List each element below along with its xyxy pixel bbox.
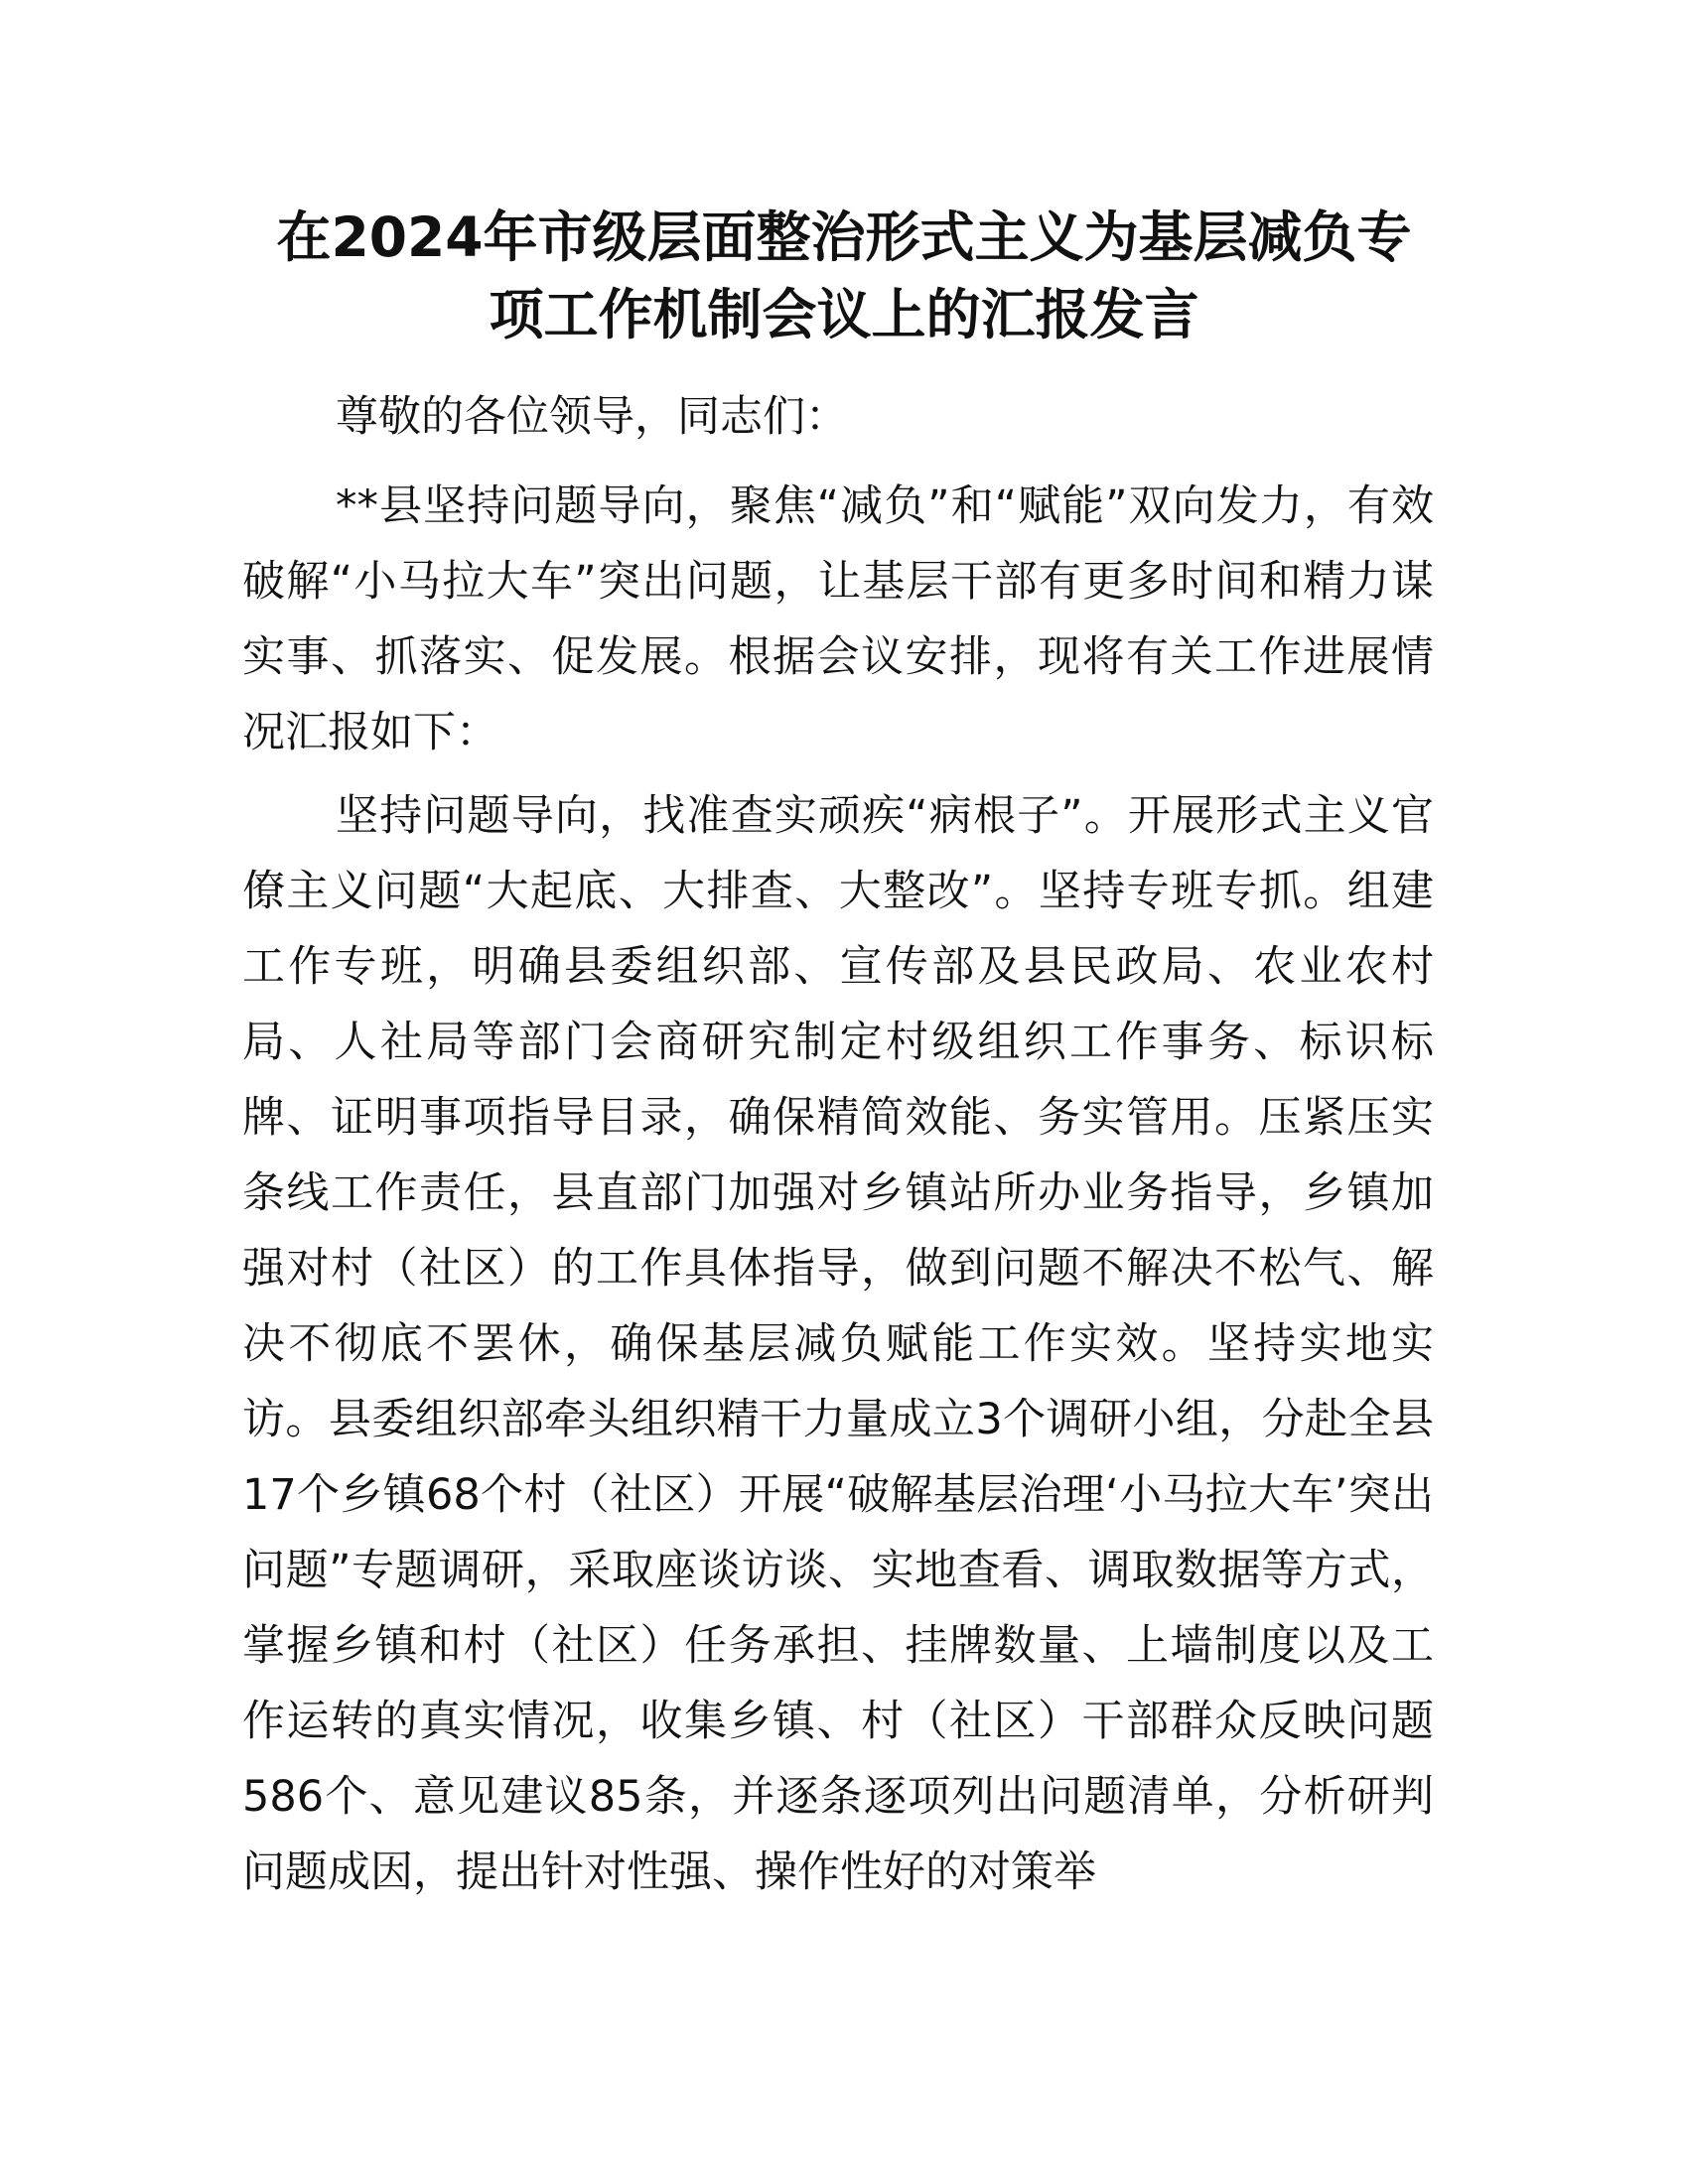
paragraph-problem-orientation: 坚持问题导向，找准查实顽疾“病根子”。开展形式主义官僚主义问题“大起底、大排查、大整改”。坚持专班专抓。组建工作专班，明确县委组织部、宣传部及县民政局、农业农村局、人社局等部门会商研究制定村级组织工作事务、标识标牌、证明事项指导目录，确保精简效能、务实管用。压紧压实条线工作责任，县直部门加强对乡镇站所办业务指导，乡镇加强对村（社区）的工作具体指导，做到问题不解决不松气、解决不彻底不罢休，确保基层减负赋能工作实效。坚持实地实访。县委组织部牵头组织精干力量成立3个调研小组，分赴全县17个乡镇68个村（社区）开展“破解基层治理‘小马拉大车’突出问题”专题调研，采取座谈访谈、实地查看、调取数据等方式，掌握乡镇和村（社区）任务承担、挂牌数量、上墙制度以及工作运转的真实情况，收集乡镇、村（社区）干部群众反映问题586个、意见建议85条，并逐条逐项列出问题清单，分析研判问题成因，提出针对性强、操作性好的对策举 [242,791,1434,1897]
paragraph-intro: **县坚持问题导向，聚焦“减负”和“赋能”双向发力，有效破解“小马拉大车”突出问题，让基层干部有更多时间和精力谋实事、抓落实、促发展。根据会议安排，现将有关工作进展情况汇报如下： [242,481,1434,757]
title-line-1: 在2024年市级层面整治形式主义为基层减负专 [276,205,1412,269]
document-body [242,379,1434,1910]
document-title [236,199,1452,353]
title-line-2: 项工作机制会议上的汇报发言 [489,283,1199,346]
salutation: 尊敬的各位领导，同志们： [336,392,848,442]
